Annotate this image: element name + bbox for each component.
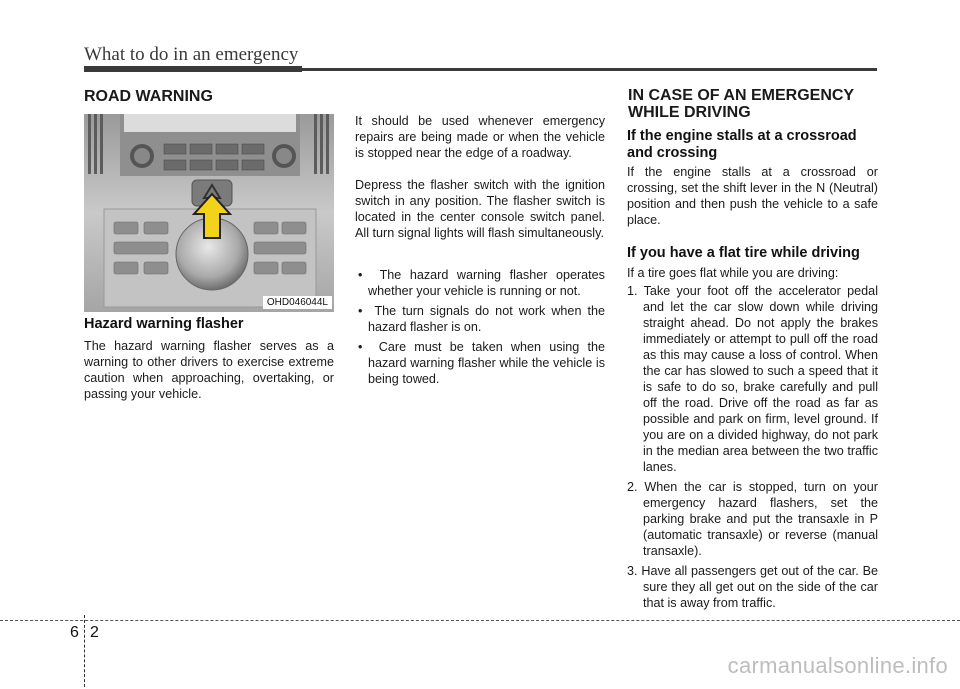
watermark: carmanualsonline.info — [727, 653, 948, 678]
flat-tire-heading: If you have a flat tire while driving — [627, 245, 860, 261]
list-item: 1. Take your foot off the accelerator pedal and let the car slow down while driving straight ahead. Do not apply the brakes immediately or attempt to pull off the road as this may cause a loss of control. When the car has slowed to such a speed that it is safe to do so, brake carefully and pull off the road. Drive off the road as far as possible and park on firm, level ground. If you are on a divided highway, do not park in the median area between the two traffic lanes. — [627, 284, 878, 474]
flat-tire-steps — [627, 283, 878, 615]
engine-stalls-heading: If the engine stalls at a crossroad and crossing — [627, 128, 857, 161]
list-item: 3. Have all passengers get out of the car. Be sure they all get out on the side of the car that is away from traffic. — [627, 564, 878, 610]
hazard-switch-photo — [84, 114, 334, 312]
engine-stalls-paragraph: If the engine stalls at a crossroad or crossing, set the shift lever in the N (Neutral) position and then push the vehicle to a safe place. — [627, 165, 878, 227]
list-item: • The hazard warning flasher operates whether your vehicle is running or not. — [358, 268, 605, 298]
switch-paragraph: Depress the flasher switch with the ignition switch in any position. The flasher switch is located in the center console switch panel. All turn signal lights will flash simultaneously. — [355, 178, 605, 240]
image-reference-label: OHD046044L — [263, 296, 332, 309]
emergency-driving-title: IN CASE OF AN EMERGENCY WHILE DRIVING — [628, 87, 855, 121]
chapter-number: 6 — [70, 624, 79, 641]
page-header-title: What to do in an emergency — [84, 44, 299, 65]
list-item: • Care must be taken when using the hazard warning flasher while the vehicle is being towed. — [358, 340, 605, 386]
usage-paragraph: It should be used whenever emergency repairs are being made or when the vehicle is stopped near the edge of a roadway. — [355, 114, 605, 160]
footer-rule — [0, 620, 960, 621]
header-rule — [84, 68, 877, 71]
road-warning-title: ROAD WARNING — [84, 88, 213, 105]
list-item: • The turn signals do not work when the hazard flasher is on. — [358, 304, 605, 334]
console-illustration — [84, 114, 334, 312]
list-item: 2. When the car is stopped, turn on your emergency hazard flashers, set the parking brake and put the transaxle in P (automatic transaxle) or reverse (manual transaxle). — [627, 480, 878, 558]
flasher-notes-list — [355, 267, 605, 391]
hazard-flasher-paragraph: The hazard warning flasher serves as a warning to other drivers to exercise extreme caution when approaching, overtaking, or passing your vehicle. — [84, 339, 334, 401]
hazard-flasher-heading: Hazard warning flasher — [84, 316, 244, 332]
flat-tire-intro: If a tire goes flat while you are driving: — [627, 266, 839, 280]
page-number: 2 — [90, 624, 99, 641]
footer-divider — [84, 615, 86, 687]
